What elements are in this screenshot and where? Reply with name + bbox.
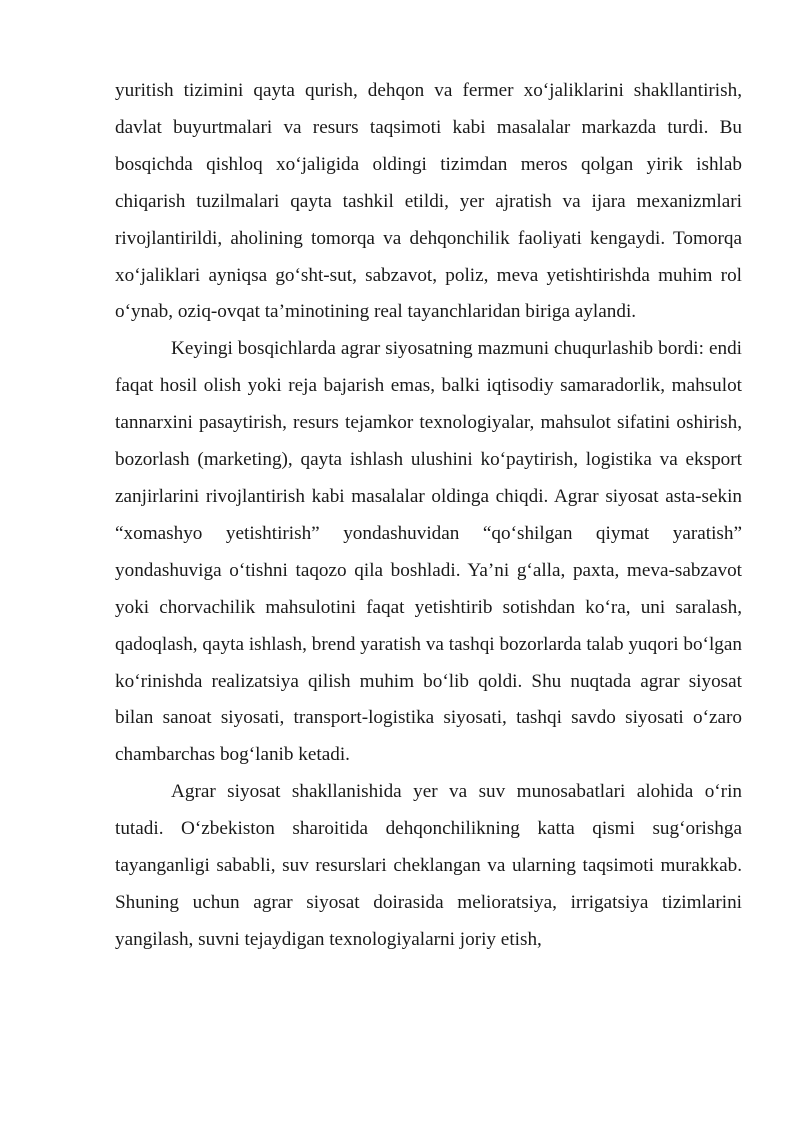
document-page bbox=[115, 73, 742, 959]
paragraph-1: yuritish tizimini qayta qurish, dehqon va fermer xo‘jaliklarini shakllantirish, davlat buyurtmalari va resurs taqsimoti kabi masalalar markazda turdi. Bu bosqichda qishloq xo‘jaligida oldingi tizimdan meros qolgan yirik ishlab chiqarish tuzilmalari qayta tashkil etildi, yer ajratish va ijara mexanizmlari rivojlantirildi, aholining tomorqa va dehqonchilik faoliyati kengaydi. Tomorqa xo‘jaliklari ayniqsa go‘sht-sut, sabzavot, poliz, meva yetishtirishda muhim rol o‘ynab, oziq-ovqat ta’minotining real tayanchlaridan biriga aylandi. bbox=[115, 80, 742, 323]
paragraph-2: Keyingi bosqichlarda agrar siyosatning mazmuni chuqurlashib bordi: endi faqat hosil olish yoki reja bajarish emas, balki iqtisodiy samaradorlik, mahsulot tannarxini pasaytirish, resurs tejamkor texnologiyalar, mahsulot sifatini oshirish, bozorlash (marketing), qayta ishlash ulushini ko‘paytirish, logistika va eksport zanjirlarini rivojlantirish kabi masalalar oldinga chiqdi. Agrar siyosat asta-sekin “xomashyo yetishtirish” yondashuvidan “qo‘shilgan qiymat yaratish” yondashuviga o‘tishni taqozo qila boshladi. Ya’ni g‘alla, paxta, meva-sabzavot yoki chorvachilik mahsulotini faqat yetishtirib sotishdan ko‘ra, uni saralash, qadoqlash, qayta ishlash, brend yaratish va tashqi bozorlarda talab yuqori bo‘lgan ko‘rinishda realizatsiya qilish muhim bo‘lib qoldi. Shu nuqtada agrar siyosat bilan sanoat siyosati, transport-logistika siyosati, tashqi savdo siyosati o‘zaro chambarchas bog‘lanib ketadi. bbox=[115, 338, 742, 766]
paragraph-3: Agrar siyosat shakllanishida yer va suv munosabatlari alohida o‘rin tutadi. O‘zbekiston sharoitida dehqonchilikning katta qismi sug‘orishga tayanganligi sababli, suv resurslari cheklangan va ularning taqsimoti murakkab. Shuning uchun agrar siyosat doirasida melioratsiya, irrigatsiya tizimlarini yangilash, suvni tejaydigan texnologiyalarni joriy etish, bbox=[115, 781, 742, 950]
